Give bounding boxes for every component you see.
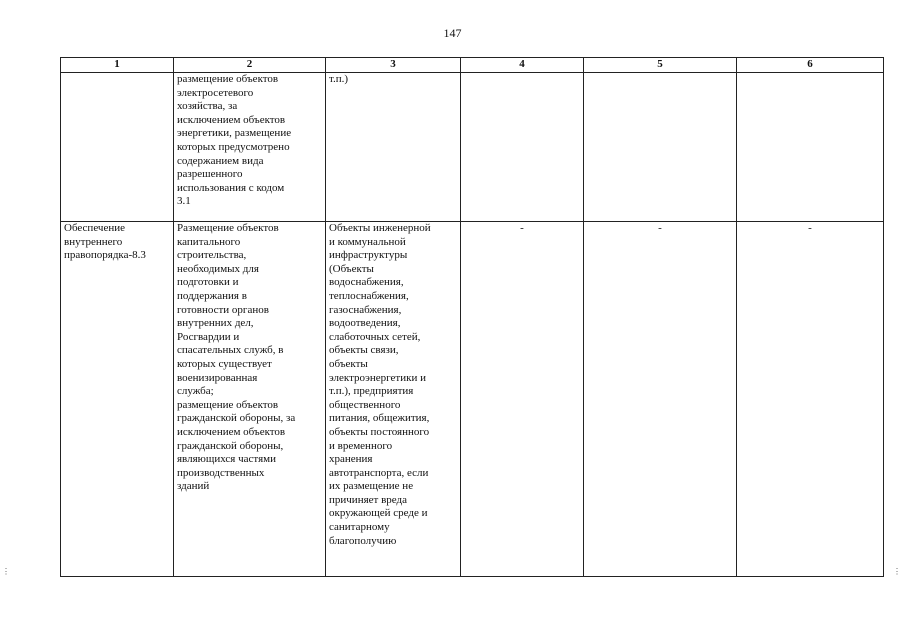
cell-use-description: размещение объектов электросетевого хозяйства, за исключением объектов энергетики, размещение которых предусмотрено содержанием вида разрешенного использования с кодом 3.1 bbox=[174, 73, 326, 222]
cell-use-type bbox=[61, 73, 174, 222]
column-header-5: 5 bbox=[584, 58, 737, 73]
cell-param-4: - bbox=[461, 222, 584, 577]
cell-auxiliary-uses: Объекты инженерной и коммунальной инфраструктуры (Объекты водоснабжения, теплоснабжения, газоснабжения, водоотведения, слаботочных сетей, объекты связи, объекты электроэнергетики и т.п.), предприятия общественного питания, общежития, объекты постоянного и временного хранения автотранспорта, если их размещение не причиняет вреда окружающей среде и санитарному благополучию bbox=[326, 222, 461, 577]
cell-param-6: - bbox=[737, 222, 884, 577]
table-row-internal-order bbox=[61, 222, 884, 577]
column-header-6: 6 bbox=[737, 58, 884, 73]
column-header-3: 3 bbox=[326, 58, 461, 73]
cell-auxiliary-uses: т.п.) bbox=[326, 73, 461, 222]
column-header-1: 1 bbox=[61, 58, 174, 73]
cell-use-description: Размещение объектов капитального строительства, необходимых для подготовки и поддержания в готовности органов внутренних дел, Росгвардии и спасательных служб, в которых существует военизированная служба; размещение объектов гражданской обороны, за исключением объектов гражданской обороны, являющихся частями производственных зданий bbox=[174, 222, 326, 577]
cell-param-5: - bbox=[584, 222, 737, 577]
cell-param-4 bbox=[461, 73, 584, 222]
page-number: 147 bbox=[443, 26, 462, 40]
scan-edge-mark-right: ⋮ bbox=[893, 567, 901, 576]
table-row-continuation bbox=[61, 73, 884, 222]
cell-param-5 bbox=[584, 73, 737, 222]
cell-use-type: Обеспечение внутреннего правопорядка-8.3 bbox=[61, 222, 174, 577]
cell-param-6 bbox=[737, 73, 884, 222]
column-header-2: 2 bbox=[174, 58, 326, 73]
zoning-regulations-table bbox=[60, 57, 884, 577]
column-header-4: 4 bbox=[461, 58, 584, 73]
scan-edge-mark-left: ⋮ bbox=[2, 567, 10, 576]
table-header-row bbox=[61, 58, 884, 73]
